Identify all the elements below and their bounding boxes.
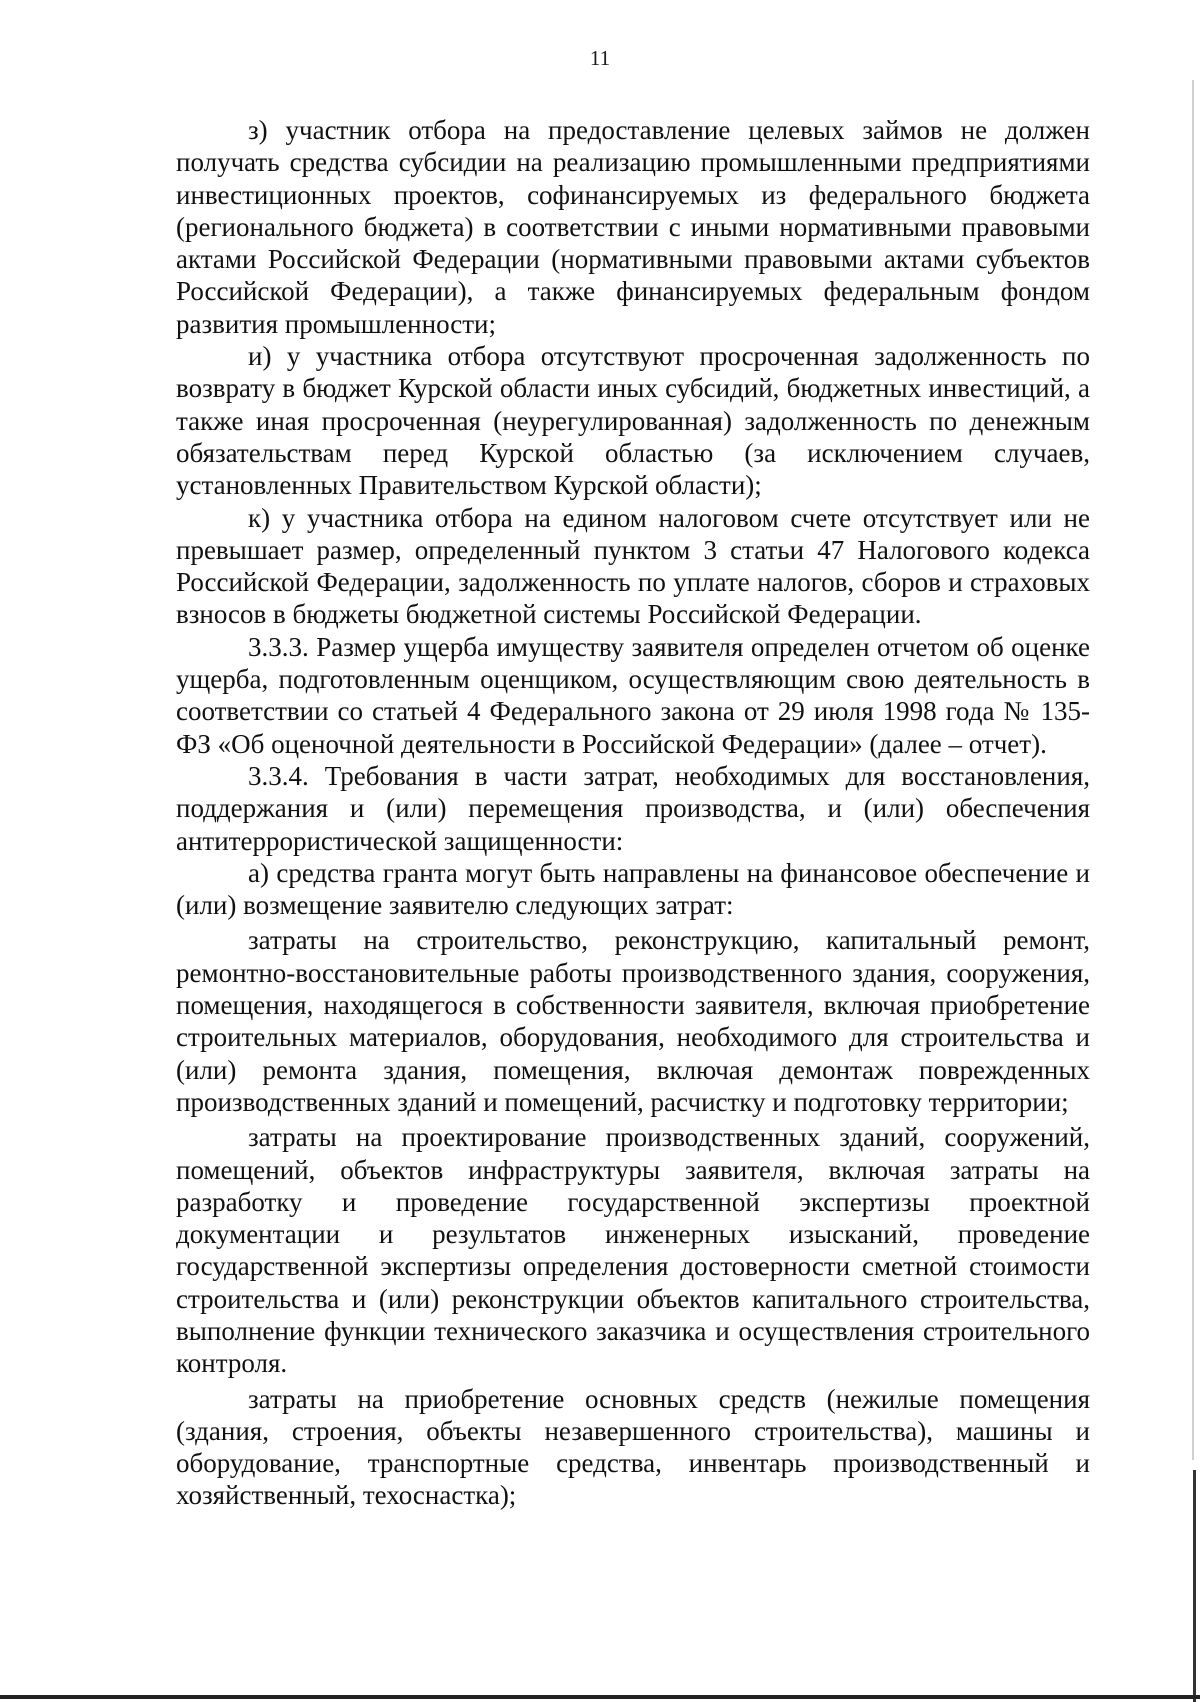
document-body [176,114,1090,1512]
paragraph-k: к) у участника отбора на едином налоговом счете отсутствует или не превышает размер, определенный пунктом 3 статьи 47 Налогового кодекса Российской Федерации, задолженность по уплате налогов, сборов и страховых взносов в бюджеты бюджетной системы Российской Федерации. [176,502,1090,630]
page-number: 11 [589,46,611,70]
paragraph-i: и) у участника отбора отсутствуют просроченная задолженность по возврату в бюджет Курской области иных субсидий, бюджетных инвестиций, а также иная просроченная (неурегулированная) задолженность по денежным обязательствам перед Курской областью (за исключением случаев, установленных Правительством Курской области); [176,341,1090,501]
paragraph-design-costs: затраты на проектирование производственных зданий, сооружений, помещений, объектов инфраструктуры заявителя, включая затраты на разработку и проведение государственной экспертизы проектной документации и результатов инженерных изысканий, проведение государственной экспертизы определения достоверности сметной стоимости строительства и (или) реконструкции объектов капитального строительства, выполнение функции технического заказчика и осуществления строительного контроля. [176,1122,1090,1379]
paragraph-a: а) средства гранта могут быть направлены на финансовое обеспечение и (или) возмещение заявителю следующих затрат: [176,857,1090,921]
scan-edge-bottom [0,1695,1200,1699]
paragraph-3-3-4: 3.3.4. Требования в части затрат, необходимых для восстановления, поддержания и (или) перемещения производства, и (или) обеспечения антитеррористической защищенности: [176,760,1090,856]
scan-edge-right [1193,1470,1196,1702]
paragraph-fixed-assets-costs: затраты на приобретение основных средств (нежилые помещения (здания, строения, объекты незавершенного строительства), машины и оборудование, транспортные средства, инвентарь производственный и хозяйственный, техоснастка); [176,1383,1090,1511]
paragraph-construction-costs: затраты на строительство, реконструкцию, капитальный ремонт, ремонтно-восстановительные работы производственного здания, сооружения, помещения, находящегося в собственности заявителя, включая приобретение строительных материалов, оборудования, необходимого для строительства и (или) ремонта здания, помещения, включая демонтаж поврежденных производственных зданий и помещений, расчистку и подготовку территории; [176,925,1090,1117]
scan-edge-shadow [1192,80,1194,1460]
paragraph-3-3-3: 3.3.3. Размер ущерба имуществу заявителя определен отчетом об оценке ущерба, подготовленным оценщиком, осуществляющим свою деятельность в соответствии со статьей 4 Федерального закона от 29 июля 1998 года № 135-ФЗ «Об оценочной деятельности в Российской Федерации» (далее – отчет). [176,631,1090,759]
paragraph-z: з) участник отбора на предоставление целевых займов не должен получать средства субсидии на реализацию промышленными предприятиями инвестиционных проектов, софинансируемых из федерального бюджета (регионального бюджета) в соответствии с иными нормативными правовыми актами Российской Федерации (нормативными правовыми актами субъектов Российской Федерации), а также финансируемых федеральным фондом развития промышленности; [176,115,1090,339]
